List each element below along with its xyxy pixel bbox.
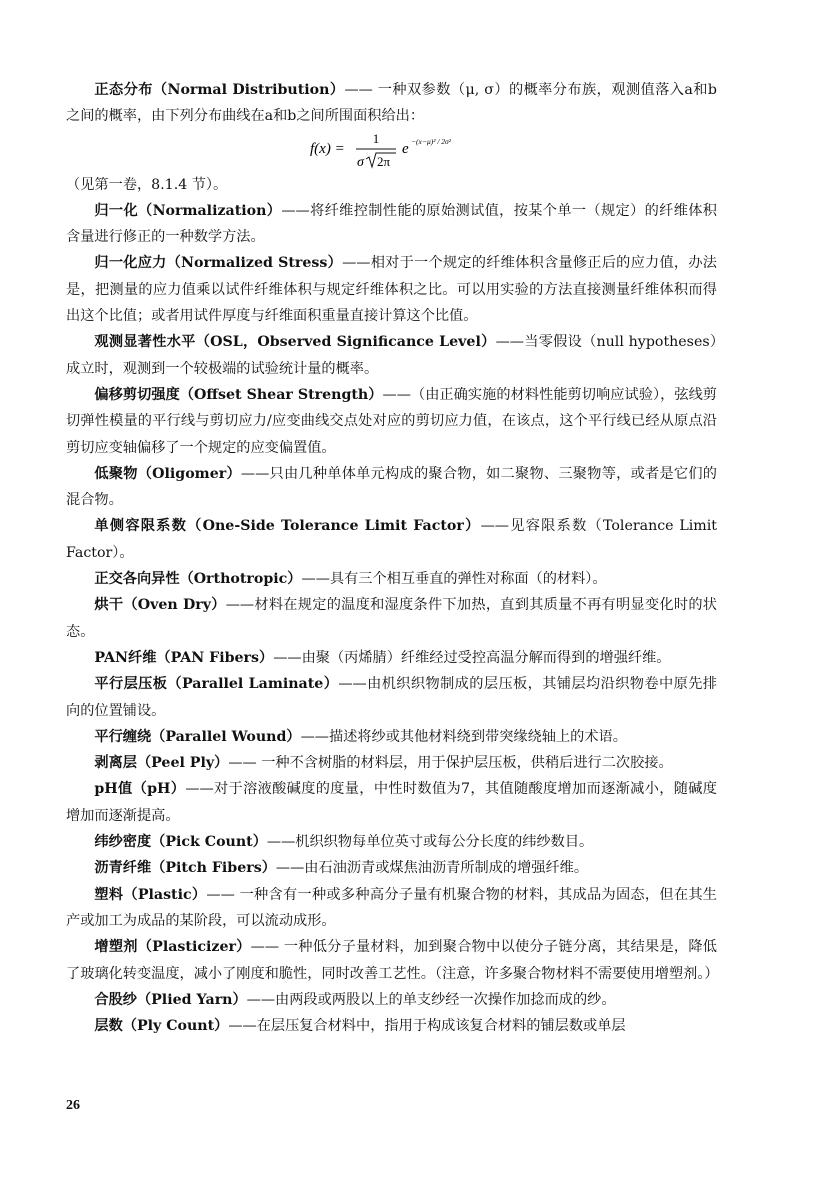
entry-term: 增塑剂（Plasticizer） xyxy=(94,939,251,956)
normal-distribution-formula xyxy=(66,126,717,172)
glossary-entry-oven-dry xyxy=(66,592,717,645)
formula-graphic xyxy=(310,126,510,172)
entry-term: 纬纱密度（Pick Count） xyxy=(94,834,267,851)
glossary-entry-offset-shear-strength xyxy=(66,382,717,461)
entry-term: 烘干（Oven Dry） xyxy=(94,597,226,614)
entry-term: 平行缠绕（Parallel Wound） xyxy=(94,728,301,745)
entry-text: —— 一种含有一种或多种高分子量有机聚合物的材料，其成品为固态，但在其生产或加工为成品的某阶段，可以流动成形。 xyxy=(66,886,717,929)
glossary-entry-plied-yarn xyxy=(66,987,717,1013)
entry-text: ——当零假设（null hypotheses）成立时，观测到一个较极端的试验统计量的概率。 xyxy=(66,334,717,377)
glossary-entry-oligomer xyxy=(66,461,717,514)
glossary-entry-one-side-tolerance xyxy=(66,513,717,566)
glossary-entry-plastic xyxy=(66,882,717,935)
entry-term: 平行层压板（Parallel Laminate） xyxy=(94,676,339,693)
entry-text: （见第一卷，8.1.4 节）。 xyxy=(66,176,228,193)
entry-text: —— 一种双参数（μ, σ）的概率分布族，观测值落入a和b之间的概率，由下列分布曲线在a和b之间所围面积给出： xyxy=(66,82,717,125)
glossary-entry-normal-distribution xyxy=(66,77,717,130)
entry-text: ——描述将纱或其他材料绕到带突缘绕轴上的术语。 xyxy=(300,728,627,745)
entry-text: ——机织织物每单位英寸或每公分长度的纬纱数目。 xyxy=(266,834,594,851)
entry-term: 合股纱（Plied Yarn） xyxy=(94,991,247,1008)
glossary-entry-ply-count xyxy=(66,1013,717,1039)
glossary-entry-parallel-laminate xyxy=(66,671,717,724)
formula-exponent: −(x−μ)² / 2σ² xyxy=(411,136,451,146)
glossary-entry-normalization xyxy=(66,198,717,251)
glossary-entry-orthotropic xyxy=(66,566,717,592)
entry-text: —— 一种不含树脂的材料层，用于保护层压板，供稍后进行二次胶接。 xyxy=(228,755,673,772)
glossary-entry-normalized-stress xyxy=(66,250,717,329)
entry-text: ——（由正确实施的材料性能剪切响应试验），弦线剪切弹性模量的平行线与剪切应力/应变曲线交点处对应的剪切应力值，在该点，这个平行线已经从原点沿剪切应变轴偏移了一个规定的应变偏置值。 xyxy=(66,386,717,456)
entry-text: ——由石油沥青或煤焦油沥青所制成的增强纤维。 xyxy=(275,860,589,877)
entry-text: ——见容限系数（Tolerance Limit Factor）。 xyxy=(66,518,717,561)
glossary-entry-pick-count xyxy=(66,829,717,855)
entry-text: ——对于溶液酸碱度的度量，中性时数值为7，其值随酸度增加而逐渐减小，随碱度增加而逐渐提高。 xyxy=(66,781,717,824)
entry-text: ——由聚（丙烯腈）纤维经过受控高温分解而得到的增强纤维。 xyxy=(273,649,671,666)
entry-term: 正态分布（Normal Distribution） xyxy=(94,82,345,98)
entry-text: ——由两段或两股以上的单支纱经一次操作加捻而成的纱。 xyxy=(246,991,616,1008)
entry-text: —— 一种低分子量材料，加到聚合物中以使分子链分离，其结果是，降低了玻璃化转变温度，减小了刚度和脆性，同时改善工艺性。（注意，许多聚合物材料不需要使用增塑剂。） xyxy=(66,939,719,982)
glossary-entry-osl xyxy=(66,329,717,382)
entry-term: 层数（Ply Count） xyxy=(94,1018,229,1035)
glossary-entry-ph xyxy=(66,776,717,829)
entry-term: 偏移剪切强度（Offset Shear Strength） xyxy=(94,386,383,403)
glossary-entry-plasticizer xyxy=(66,934,717,987)
glossary-entry-note xyxy=(66,172,717,198)
glossary-entry-peel-ply xyxy=(66,750,717,776)
entry-term: PAN纤维（PAN Fibers） xyxy=(94,649,274,666)
entry-text: ——将纤维控制性能的原始测试值，按某个单一（规定）的纤维体积含量进行修正的一种数学方法。 xyxy=(66,202,717,246)
glossary-content xyxy=(66,77,717,1039)
entry-text: ——只由几种单体单元构成的聚合物，如二聚物、三聚物等，或者是它们的混合物。 xyxy=(66,465,717,509)
entry-term: 沥青纤维（Pitch Fibers） xyxy=(94,860,276,877)
entry-term: 正交各向异性（Orthotropic） xyxy=(94,571,302,588)
entry-text: ——具有三个相互垂直的弹性对称面（的材料）。 xyxy=(301,571,607,588)
entry-term: 塑料（Plastic） xyxy=(94,886,207,903)
glossary-entry-pitch-fibers xyxy=(66,855,717,881)
entry-term: 单侧容限系数（One-Side Tolerance Limit Factor） xyxy=(94,518,481,535)
entry-text: ——材料在规定的温度和湿度条件下加热，直到其质量不再有明显变化时的状态。 xyxy=(66,597,717,640)
glossary-entry-pan-fibers xyxy=(66,645,717,671)
entry-term: 剥离层（Peel Ply） xyxy=(94,755,229,772)
entry-term: 观测显著性水平（OSL，Observed Significance Level） xyxy=(94,334,496,351)
formula-radicand: 2π xyxy=(377,153,391,169)
entry-term: 低聚物（Oligomer） xyxy=(94,465,241,482)
glossary-entry-parallel-wound xyxy=(66,724,717,750)
entry-term: pH值（pH） xyxy=(94,781,186,798)
formula-base: e xyxy=(402,140,409,157)
entry-text: ——由机织织物制成的层压板，其铺层均沿织物卷中原先排向的位置铺设。 xyxy=(66,676,717,719)
entry-term: 归一化应力（Normalized Stress） xyxy=(94,255,343,272)
formula-lhs: f(x) = xyxy=(310,140,345,157)
entry-text: ——相对于一个规定的纤维体积含量修正后的应力值，办法是，把测量的应力值乘以试件纤维体积与规定纤维体积之比。可以用实验的方法直接测量纤维体积而得出这个比值；或者用试件厚度与纤维面积重量直接计算这个比值。 xyxy=(66,255,717,325)
entry-text: ——在层压复合材料中，指用于构成该复合材料的铺层数或单层 xyxy=(228,1018,626,1035)
formula-sigma: σ xyxy=(357,154,364,170)
entry-term: 归一化（Normalization） xyxy=(94,202,282,219)
page-number: 26 xyxy=(66,1098,80,1113)
formula-numerator: 1 xyxy=(372,130,380,146)
